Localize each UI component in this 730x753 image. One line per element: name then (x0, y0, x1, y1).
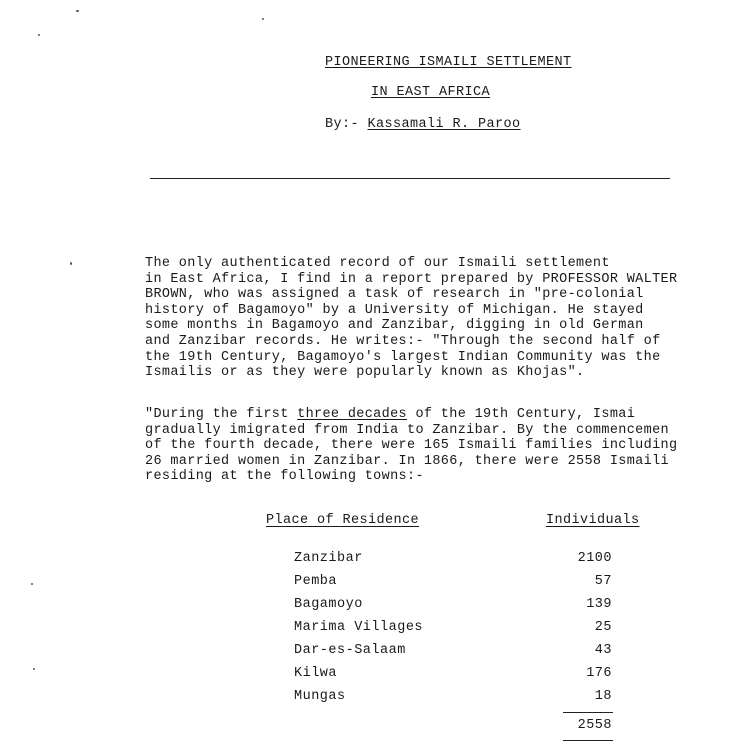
town-name: Mungas (294, 689, 346, 704)
paragraph-line: Ismailis or as they were popularly known as Khojas". (145, 365, 585, 381)
total-double-rule (563, 740, 613, 741)
paragraph-line: 26 married women in Zanzibar. In 1866, there were 2558 Ismaili (145, 453, 669, 469)
total-count: 2558 (577, 718, 612, 733)
paragraph-line (145, 407, 730, 423)
town-count: 18 (594, 689, 612, 704)
town-count: 2100 (577, 551, 612, 566)
table-row (0, 574, 730, 592)
title-line-1: PIONEERING ISMAILI SETTLEMENT (325, 55, 572, 70)
paragraph-line: some months in Bagamoyo and Zanzibar, digging in old German (145, 318, 644, 334)
town-name: Marima Villages (294, 620, 424, 635)
town-count: 176 (586, 666, 612, 681)
town-count: 25 (594, 620, 612, 635)
paragraph-line: residing at the following towns:- (145, 469, 424, 485)
paragraph-line: the 19th Century, Bagamoyo's largest Indian Community was the (145, 349, 661, 365)
table-row (0, 643, 730, 661)
paragraph-line: BROWN, who was assigned a task of research in "pre-colonial (145, 287, 644, 303)
scan-speck (70, 262, 72, 265)
paragraph-2 (145, 407, 730, 485)
byline (325, 117, 521, 132)
paragraph-1 (145, 256, 730, 381)
paragraph-line: and Zanzibar records. He writes:- "Through the second half of (145, 333, 661, 349)
underlined-phrase: three decades (297, 407, 407, 422)
paragraph-text: "During the first (145, 407, 298, 422)
table-row (0, 620, 730, 638)
table-row (0, 689, 730, 707)
table-row (0, 551, 730, 569)
header-divider (150, 178, 670, 179)
town-count: 139 (586, 597, 612, 612)
title-line-2: IN EAST AFRICA (371, 85, 491, 100)
town-count: 43 (594, 643, 612, 658)
table-row (0, 597, 730, 615)
scan-speck (31, 583, 33, 585)
town-name: Zanzibar (294, 551, 363, 566)
column-header-place: Place of Residence (266, 513, 420, 528)
paragraph-line: of the fourth decade, there were 165 Ismaili families including (145, 438, 678, 454)
paragraph-text: of the 19th Century, Ismai (407, 407, 636, 422)
table-row (0, 666, 730, 684)
column-header-individuals: Individuals (546, 513, 640, 528)
total-rule (563, 712, 613, 713)
scan-speck (76, 10, 79, 12)
town-name: Kilwa (294, 666, 338, 681)
author-name: Kassamali R. Paroo (367, 117, 521, 132)
paragraph-line: history of Bagamoyo" by a University of Michigan. He stayed (145, 302, 644, 318)
town-name: Bagamoyo (294, 597, 363, 612)
scan-speck (262, 18, 264, 20)
paragraph-line: in East Africa, I find in a report prepared by PROFESSOR WALTER (145, 271, 678, 287)
town-name: Pemba (294, 574, 338, 589)
paragraph-line: The only authenticated record of our Ismaili settlement (145, 256, 610, 271)
paragraph-line: gradually imigrated from India to Zanzibar. By the commencemen (145, 422, 669, 438)
scan-speck (38, 34, 40, 36)
town-name: Dar-es-Salaam (294, 643, 406, 658)
scan-speck (33, 668, 35, 670)
by-label: By:- (325, 117, 368, 132)
town-count: 57 (594, 574, 612, 589)
